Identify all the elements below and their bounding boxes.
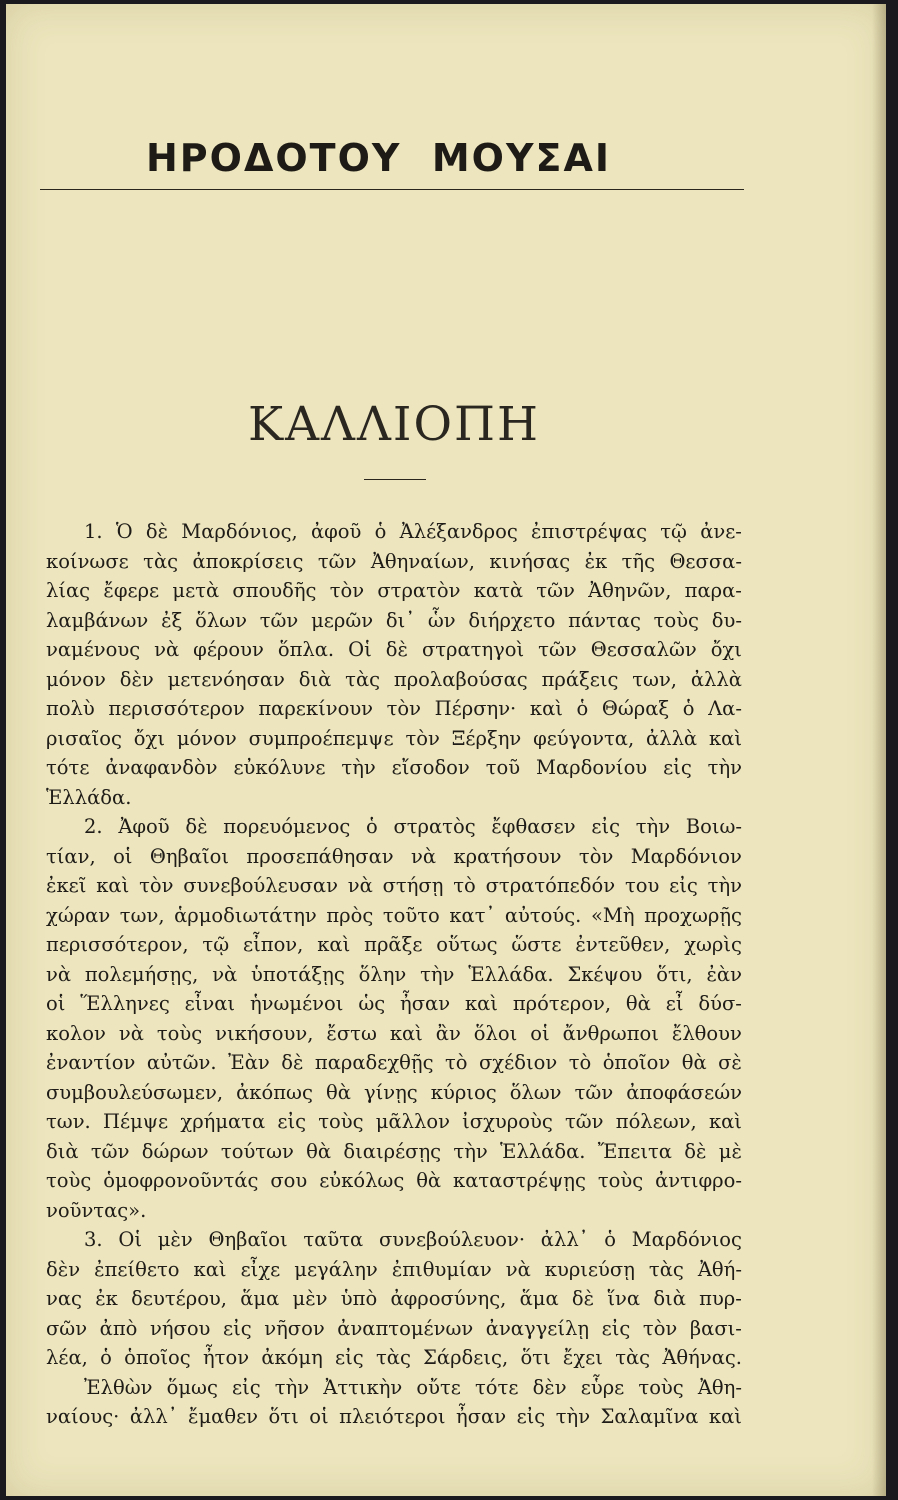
- text-line: λαμβάνων ἐξ ὅλων τῶν μερῶν δι᾿ ὧν διήρχετο πάντας τοὺς δυ-: [46, 608, 742, 632]
- text-line: συμβουλεύσωμεν, ἀκόπως θὰ γίνῃς κύριος ὅλων τῶν ἀποφάσεών: [46, 1080, 742, 1104]
- text-line: περισσότερον, τῷ εἶπον, καὶ πρᾶξε οὕτως ὥστε ἐντεῦθεν, χωρὶς: [46, 933, 742, 956]
- text-line: κοίνωσε τὰς ἀποκρίσεις τῶν Ἀθηναίων, κινήσας ἐκ τῆς Θεσσα-: [46, 549, 742, 573]
- running-title: ΗΡΟΔΟΤΟΥ ΜΟΥΣΑΙ: [146, 136, 612, 180]
- text-line: κολον νὰ τοὺς νικήσουν, ἔστω καὶ ἂν ὅλοι οἱ ἄνθρωποι ἔλθουν: [46, 1021, 742, 1045]
- text-line: πολὺ περισσότερον παρεκίνουν τὸν Πέρσην· καὶ ὁ Θώραξ ὁ Λα-: [46, 697, 742, 720]
- text-line: λέα, ὁ ὁποῖος ἦτον ἀκόμη εἰς τὰς Σάρδεις, ὅτι ἔχει τὰς Ἀθήνας.: [46, 1346, 742, 1369]
- text-line: σῶν ἀπὸ νήσου εἰς νῆσον ἀναπτομένων ἀναγγείλῃ εἰς τὸν βασι-: [46, 1316, 742, 1340]
- text-line: ἐκεῖ καὶ τὸν συνεβούλευσαν νὰ στήσῃ τὸ στρατόπεδόν του εἰς τὴν: [46, 874, 742, 897]
- text-line: 3. Οἱ μὲν Θηβαῖοι ταῦτα συνεβούλευον· ἀλλ᾿ ὁ Μαρδόνιος: [84, 1228, 742, 1251]
- section-title: ΚΑΛΛΙΟΠΗ: [247, 397, 540, 452]
- book-page: [6, 4, 886, 1496]
- text-line: ἐναντίον αὐτῶν. Ἐὰν δὲ παραδεχθῇς τὸ σχέδιον τὸ ὁποῖον θὰ σὲ: [46, 1051, 742, 1074]
- text-line: τοὺς ὁμοφρονοῦντάς σου εὐκόλως θὰ καταστρέψῃς τοὺς ἀντιφρο-: [46, 1169, 742, 1192]
- text-line: νοῦντας».: [46, 1198, 147, 1222]
- text-line: δὲν ἐπείθετο καὶ εἶχε μεγάλην ἐπιθυμίαν νὰ κυριεύσῃ τὰς Ἀθή-: [46, 1257, 742, 1281]
- text-line: Ἐλθὼν ὅμως εἰς τὴν Ἀττικὴν οὔτε τότε δὲν εὗρε τοὺς Ἀθη-: [84, 1375, 742, 1399]
- text-line: μόνον δὲν μετενόησαν διὰ τὰς προλαβούσας πράξεις των, ἀλλὰ: [46, 667, 742, 691]
- text-line: λίας ἔφερε μετὰ σπουδῆς τὸν στρατὸν κατὰ τῶν Ἀθηνῶν, παρα-: [46, 579, 742, 602]
- text-line: τότε ἀναφανδὸν εὐκόλυνε τὴν εἴσοδον τοῦ Μαρδονίου εἰς τὴν: [46, 756, 742, 779]
- header-rule: [40, 189, 744, 190]
- text-line: ρισαῖος ὄχι μόνον συμπροέπεμψε τὸν Ξέρξην φεύγοντα, ἀλλὰ καὶ: [46, 726, 742, 750]
- text-line: 1. Ὁ δὲ Μαρδόνιος, ἀφοῦ ὁ Ἀλέξανδρος ἐπιστρέψας τῷ ἀνε-: [84, 520, 742, 543]
- text-line: Ἑλλάδα.: [46, 785, 132, 809]
- text-line: νὰ πολεμήσῃς, νὰ ὑποτάξῃς ὅλην τὴν Ἑλλάδα. Σκέψου ὅτι, ἐὰν: [46, 962, 742, 986]
- text-line: 2. Ἀφοῦ δὲ πορευόμενος ὁ στρατὸς ἔφθασεν εἰς τὴν Βοιω-: [84, 815, 742, 838]
- body-text: [46, 517, 742, 1432]
- text-line: οἱ Ἕλληνες εἶναι ἡνωμένοι ὡς ἦσαν καὶ πρότερον, θὰ εἶ δύσ-: [46, 992, 742, 1015]
- text-line: διὰ τῶν δώρων τούτων θὰ διαιρέσῃς τὴν Ἑλλάδα. Ἔπειτα δὲ μὲ: [46, 1139, 742, 1163]
- text-line: χώραν των, ἁρμοδιωτάτην πρὸς τοῦτο κατ᾿ αὐτούς. «Μὴ προχωρῇς: [46, 903, 742, 927]
- text-line: των. Πέμψε χρήματα εἰς τοὺς μᾶλλον ἰσχυροὺς τῶν πόλεων, καὶ: [46, 1110, 742, 1133]
- text-line: ναίους· ἀλλ᾿ ἔμαθεν ὅτι οἱ πλειότεροι ἦσαν εἰς τὴν Σαλαμῖνα καὶ: [46, 1405, 742, 1428]
- text-line: τίαν, οἱ Θηβαῖοι προσεπάθησαν νὰ κρατήσουν τὸν Μαρδόνιον: [46, 844, 742, 868]
- text-line: νας ἐκ δευτέρου, ἅμα μὲν ὑπὸ ἀφροσύνης, ἅμα δὲ ἵνα διὰ πυρ-: [46, 1287, 742, 1310]
- text-line: ναμένους νὰ φέρουν ὅπλα. Οἱ δὲ στρατηγοὶ τῶν Θεσσαλῶν ὄχι: [46, 638, 742, 661]
- title-rule: [364, 479, 426, 480]
